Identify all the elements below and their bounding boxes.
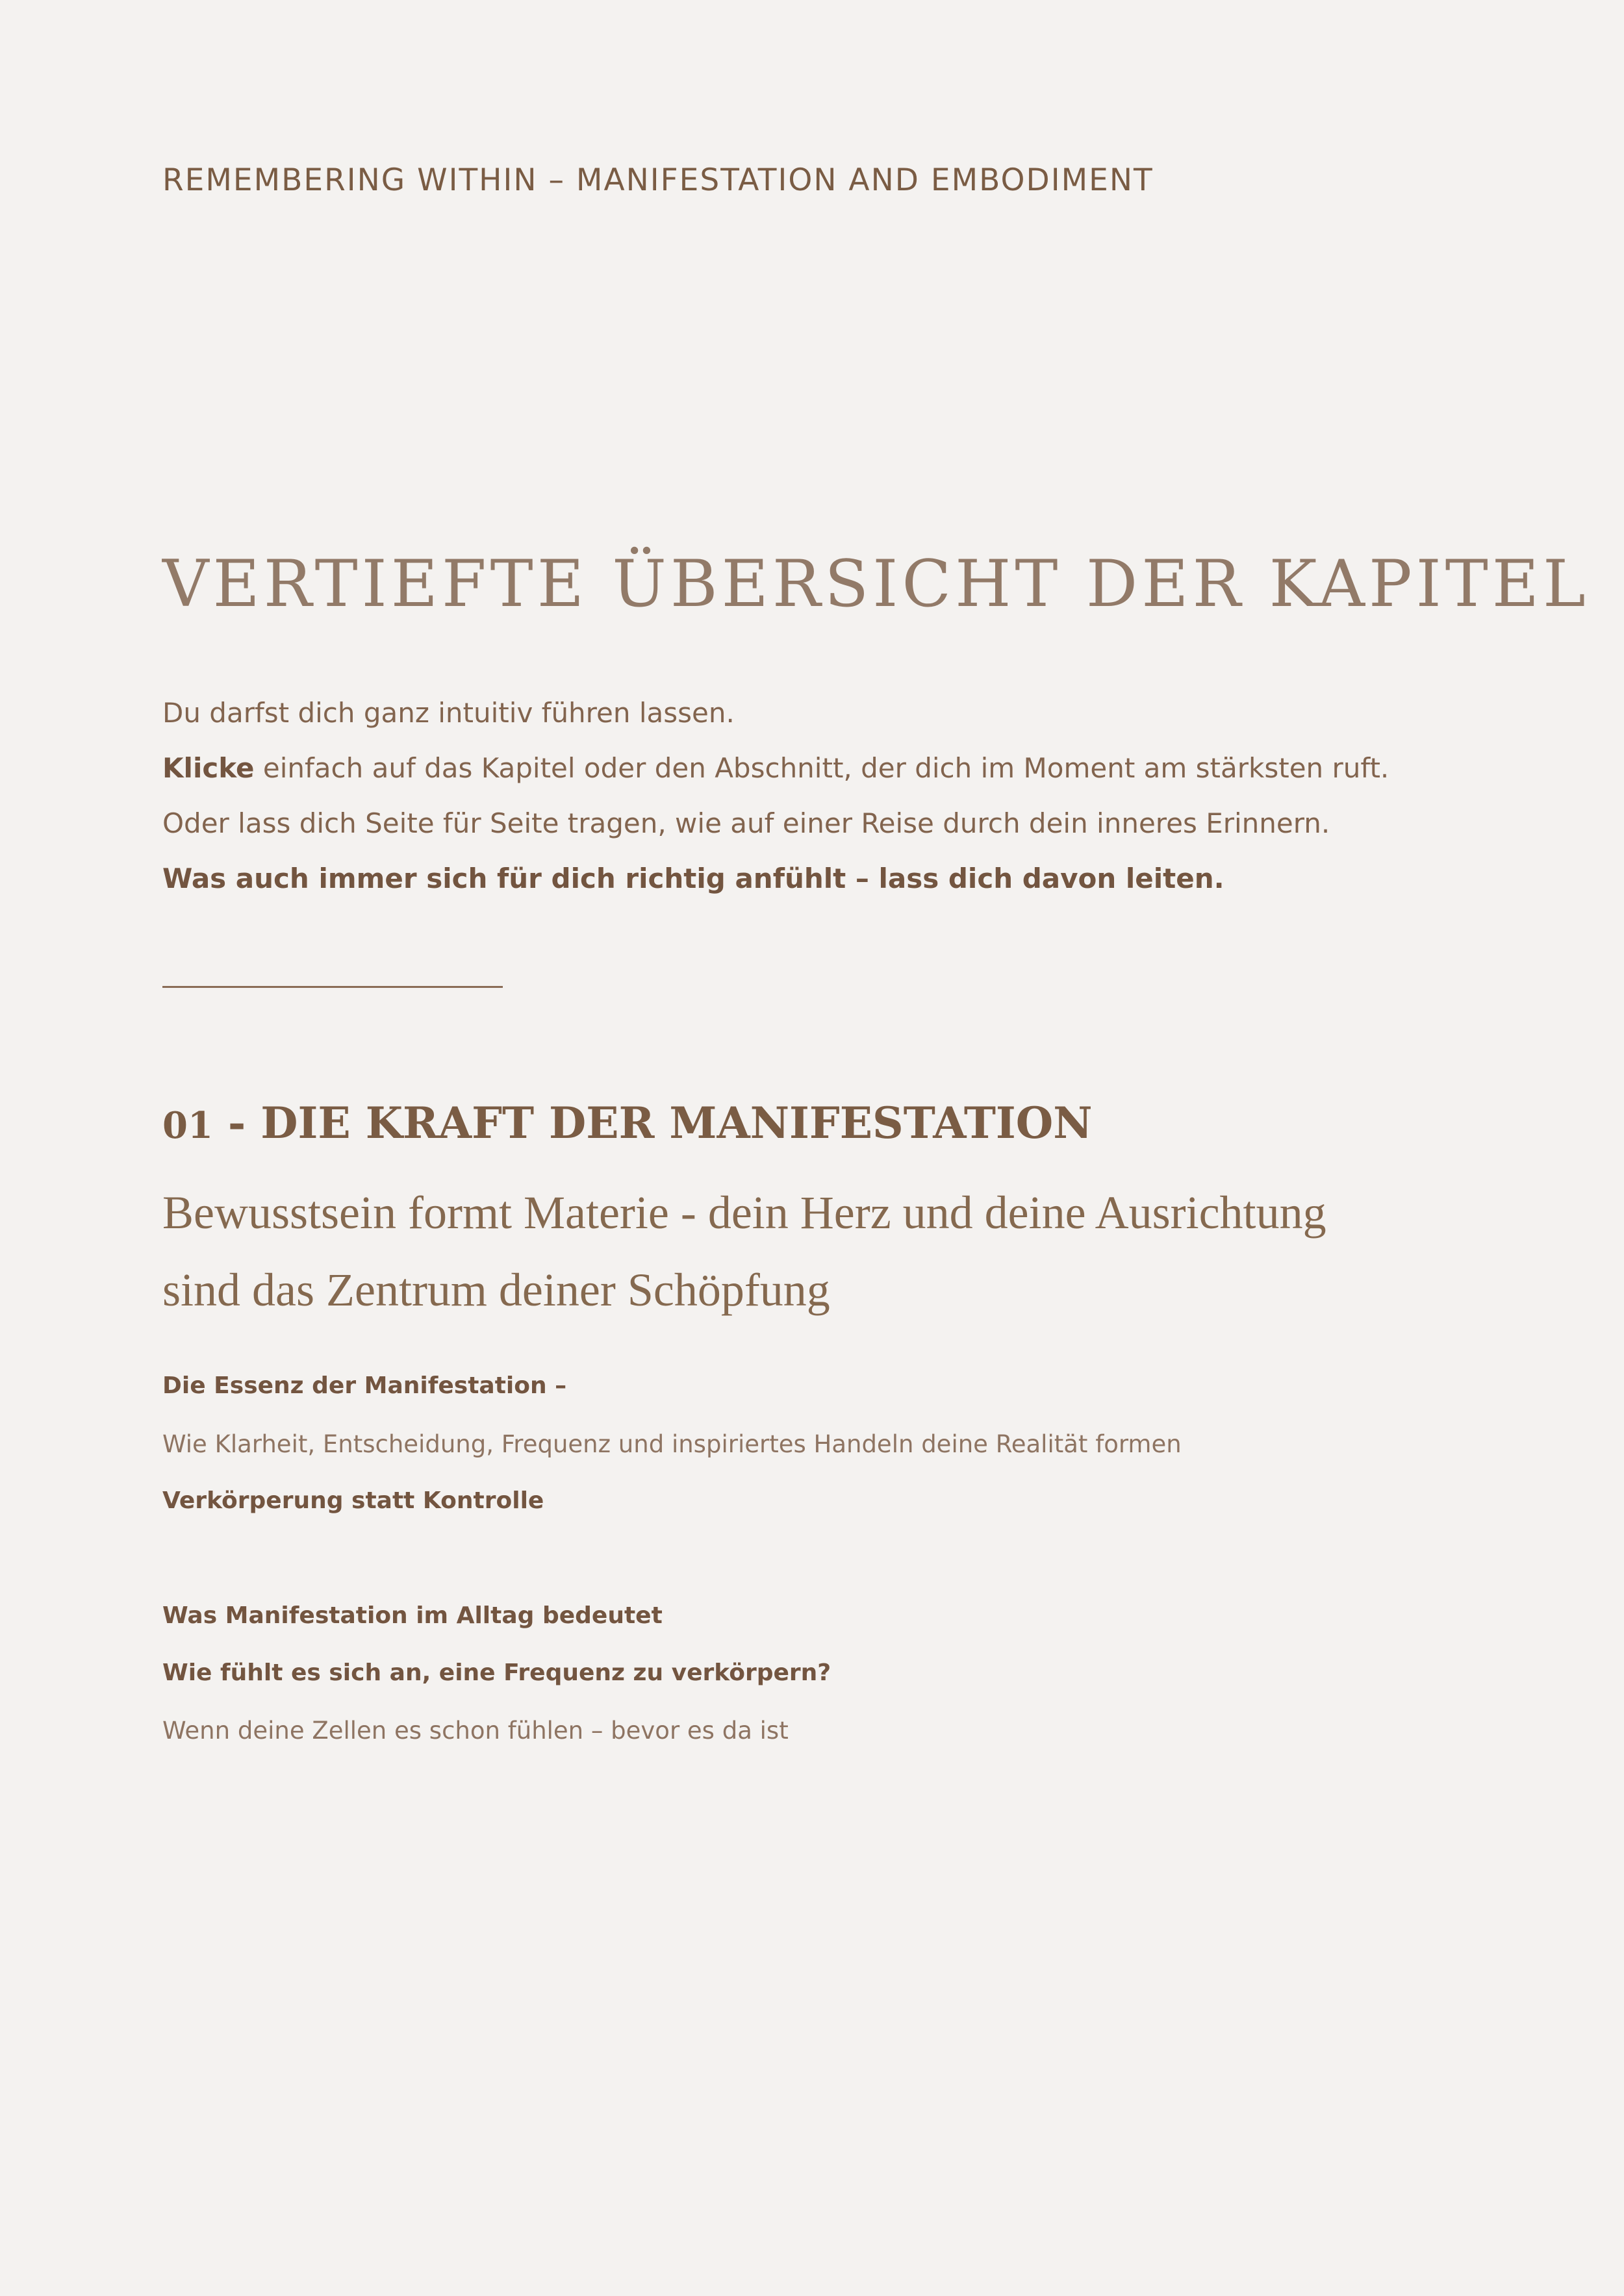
intro-text bbox=[162, 685, 1494, 906]
chapter-subtitle-line-2: sind das Zentrum deiner Schöpfung bbox=[162, 1264, 830, 1316]
topic-manifestation-im-alltag[interactable]: Was Manifestation im Alltag bedeutet bbox=[162, 1602, 663, 1629]
running-header: REMEMBERING WITHIN – MANIFESTATION AND EMBODIMENT bbox=[162, 162, 1154, 198]
page-title: VERTIEFTE ÜBERSICHT DER KAPITEL bbox=[162, 547, 1590, 622]
intro-line-2-rest: einfach auf das Kapitel oder den Abschnitt, der dich im Moment am stärksten ruft. bbox=[254, 752, 1389, 784]
topic-verkoerperung-statt-kontrolle[interactable]: Verkörperung statt Kontrolle bbox=[162, 1487, 544, 1514]
topic-essenz-manifestation[interactable]: Die Essenz der Manifestation – bbox=[162, 1372, 567, 1399]
intro-click-emphasis: Klicke bbox=[162, 752, 255, 784]
chapter-01-heading[interactable] bbox=[162, 1098, 1093, 1148]
intro-line-1: Du darfst dich ganz intuitiv führen lassen. bbox=[162, 697, 735, 729]
chapter-number: 01 bbox=[162, 1104, 213, 1147]
intro-line-4: Was auch immer sich für dich richtig anfühlt – lass dich davon leiten. bbox=[162, 863, 1224, 894]
intro-line-3: Oder lass dich Seite für Seite tragen, wie auf einer Reise durch dein inneres Erinnern. bbox=[162, 807, 1330, 839]
chapter-title: DIE KRAFT DER MANIFESTATION bbox=[260, 1098, 1093, 1148]
chapter-subtitle bbox=[162, 1174, 1494, 1329]
chapter-subtitle-line-1: Bewusstsein formt Materie - dein Herz und deine Ausrichtung bbox=[162, 1187, 1326, 1239]
section-divider bbox=[162, 986, 503, 988]
topic-zellen-fuehlen[interactable]: Wenn deine Zellen es schon fühlen – bevor es da ist bbox=[162, 1717, 789, 1745]
topic-frequenz-verkoerpern[interactable]: Wie fühlt es sich an, eine Frequenz zu verkörpern? bbox=[162, 1659, 831, 1686]
chapter-separator: - bbox=[212, 1098, 261, 1148]
topic-klarheit-entscheidung[interactable]: Wie Klarheit, Entscheidung, Frequenz und inspiriertes Handeln deine Realität formen bbox=[162, 1430, 1182, 1458]
intro-line-2 bbox=[162, 740, 1494, 796]
